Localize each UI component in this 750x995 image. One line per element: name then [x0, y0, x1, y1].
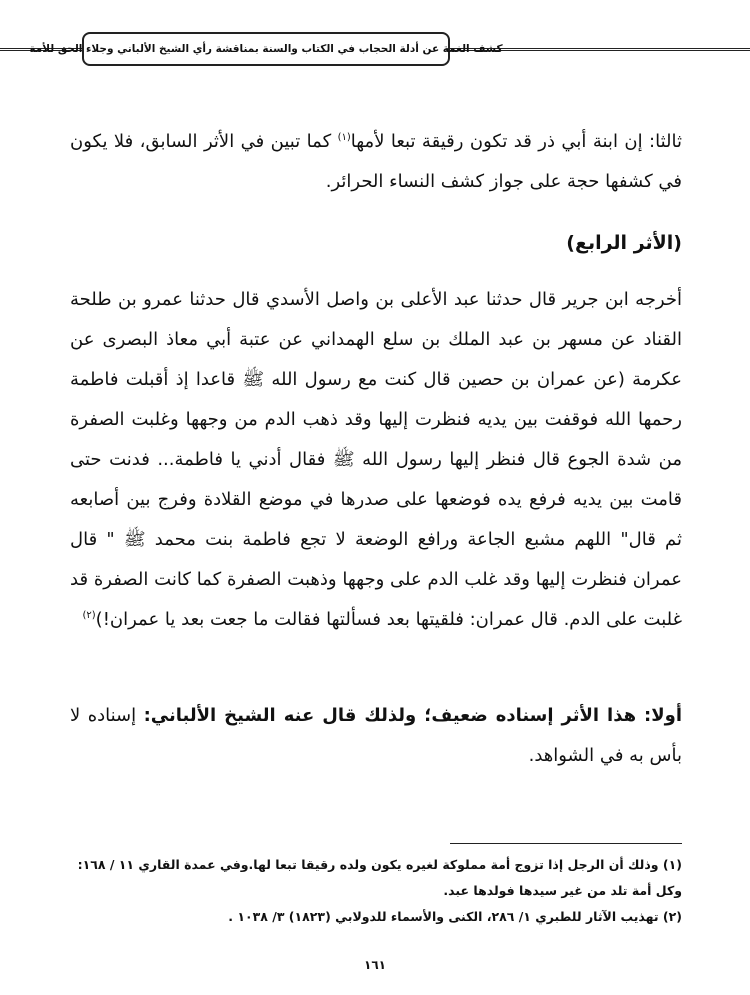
paragraph-2-text: أخرجه ابن جرير قال حدثنا عبد الأعلى بن واصل الأسدي قال حدثنا عمرو بن طلحة القناد عن مسهر بن عبد الملك بن سلع الهمداني عن عتبة أبي معاذ البصرى عن عكرمة (عن عمران بن حصين قال كنت مع رسول الله ﷺ قاعدا إذ أقبلت فاطمة رحمها الله فوقفت بين يديه فنظرت إليها وقد ذهب الدم من وجهها وغلبت الصفرة من شدة الجوع قال فنظر إليها رسول الله ﷺ فقال أدني يا فاطمة... فدنت حتى قامت بين يديه فرفع يده فوضعها على صدرها في موضع القلادة وفرج بين أصابعه ثم قال" اللهم مشبع الجاعة ورافع الوضعة لا تجع فاطمة بنت محمد ﷺ " قال عمران فنظرت إليها وقد غلب الدم على وجهها وذهبت الصفرة كما كانت الصفرة قد غلبت على الدم. قال عمران: فلقيتها بعد فسألتها فقالت ما جعت بعد يا عمران!)	[70, 289, 682, 630]
footnote-ref-1: (١)	[337, 132, 351, 143]
footnote-ref-2: (٢)	[82, 610, 96, 621]
paragraph-1-text: ثالثا: إن ابنة أبي ذر قد تكون رقيقة تبعا لأمها	[350, 131, 682, 152]
paragraph-1	[70, 122, 682, 202]
running-header	[0, 28, 750, 72]
paragraph-2	[70, 280, 682, 640]
paragraph-3-text: إسناده لا بأس به في الشواهد.	[70, 705, 682, 766]
footnotes	[70, 852, 682, 930]
footnote-1: (١) وذلك أن الرجل إذا تزوج أمة مملوكة لغيره يكون ولده رقيقا تبعا لها.وفي عمدة القاري ١١ / ١٦٨: وكل أمة تلد من غير سيدها فولدها عبد.	[77, 857, 682, 898]
page-number: ١٦١	[364, 958, 386, 972]
paragraph-3-bold: أولا: هذا الأثر إسناده ضعيف؛ ولذلك قال عنه الشيخ الألباني:	[143, 705, 683, 726]
paragraph-3	[70, 696, 682, 776]
paragraph-1-text-cont: كما تبين في الأثر السابق، فلا يكون في كشفها حجة على جواز كشف النساء الحرائر.	[70, 131, 682, 192]
section-heading: (الأثر الرابع)	[566, 232, 682, 254]
footnote-2: (٢) تهذيب الآثار للطبري ١/ ٢٨٦، الكنى والأسماء للدولابي (١٨٢٣) ٣/ ١٠٣٨ .	[228, 909, 682, 924]
header-title: كشف الغمة عن أدلة الحجاب في الكتاب والسنة بمناقشة رأي الشيخ الألباني وجلاء الحق للأمة	[82, 32, 450, 66]
footnote-separator	[450, 843, 682, 844]
